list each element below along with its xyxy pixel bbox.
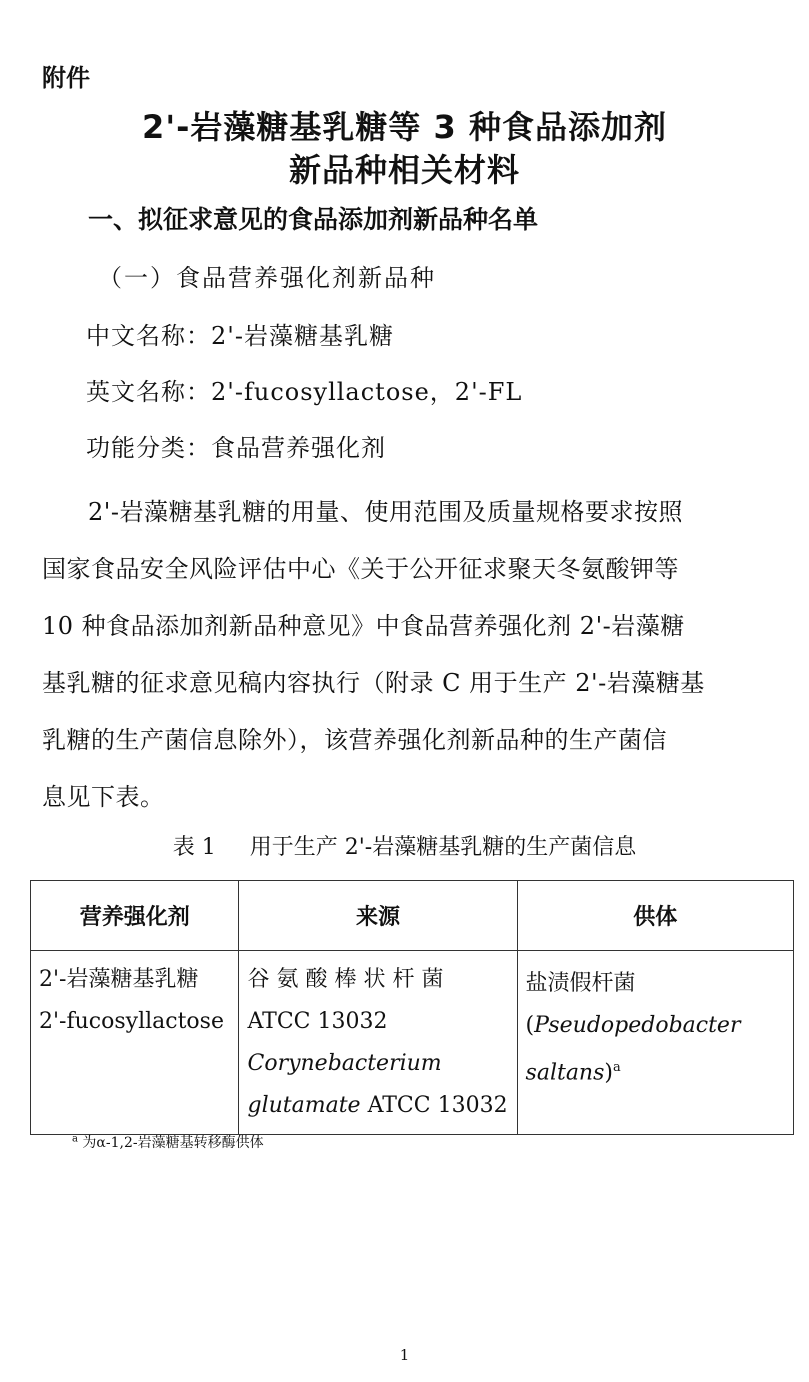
donor-chinese: 盐渍假杆菌 (525, 971, 636, 996)
cell-fortifier (31, 951, 239, 1135)
body-paragraph (42, 484, 792, 826)
donor-paren-close: ) (604, 1060, 613, 1086)
subsection-heading: （一）食品营养强化剂新品种 (98, 264, 436, 292)
donor-paren-open: ( (525, 1013, 535, 1038)
donor-footnote-mark: a (612, 1060, 621, 1075)
section-heading: 一、拟征求意见的食品添加剂新品种名单 (88, 205, 539, 234)
source-latin-strain: ATCC 13032 (367, 1093, 508, 1118)
fortifier-chinese: 2'-岩藻糖基乳糖 (39, 967, 199, 992)
page-number: 1 (399, 1346, 410, 1364)
cell-donor (517, 951, 793, 1135)
table-caption-label: 表 1 (172, 835, 216, 860)
header-source: 来源 (239, 881, 517, 951)
chinese-name-field: 中文名称：2'-岩藻糖基乳糖 (86, 322, 394, 350)
footnote-mark: a (72, 1133, 78, 1145)
table-caption-text: 用于生产 2'-岩藻糖基乳糖的生产菌信息 (249, 835, 637, 860)
table-footnote (72, 1132, 264, 1152)
paragraph-line: 息见下表。 (42, 783, 165, 811)
header-donor: 供体 (517, 881, 793, 951)
paragraph-line: 国家食品安全风险评估中心《关于公开征求聚天冬氨酸钾等 (42, 555, 679, 583)
donor-latin-species: saltans (525, 1060, 605, 1086)
fortifier-english: 2'-fucosyllactose (39, 1009, 224, 1034)
source-latin-genus: Corynebacterium (247, 1051, 442, 1076)
attachment-label: 附件 (42, 64, 90, 92)
source-strain: ATCC 13032 (247, 1009, 388, 1034)
document-title-line-2: 新品种相关材料 (288, 151, 520, 189)
paragraph-line: 10 种食品添加剂新品种意见》中食品营养强化剂 2'-岩藻糖 (42, 612, 685, 640)
table-row (31, 951, 794, 1135)
donor-latin-genus: Pseudopedobacter (534, 1013, 741, 1038)
producer-strain-table (30, 880, 794, 1135)
header-fortifier: 营养强化剂 (31, 881, 239, 951)
source-chinese: 谷氨酸棒状杆菌 (247, 967, 451, 992)
english-name-field: 英文名称：2'-fucosyllactose，2'-FL (86, 378, 523, 406)
document-title-line-1: 2'-岩藻糖基乳糖等 3 种食品添加剂 (142, 108, 667, 146)
paragraph-line: 2'-岩藻糖基乳糖的用量、使用范围及质量规格要求按照 (88, 498, 683, 526)
function-category-field: 功能分类：食品营养强化剂 (86, 434, 386, 462)
paragraph-line: 乳糖的生产菌信息除外），该营养强化剂新品种的生产菌信 (42, 726, 667, 754)
table-header-row (31, 881, 794, 951)
paragraph-line: 基乳糖的征求意见稿内容执行（附录 C 用于生产 2'-岩藻糖基 (42, 669, 705, 697)
table-caption (0, 830, 809, 861)
cell-source (239, 951, 517, 1135)
source-latin-species: glutamate (247, 1093, 361, 1118)
footnote-text: 为α-1,2-岩藻糖基转移酶供体 (82, 1135, 264, 1151)
